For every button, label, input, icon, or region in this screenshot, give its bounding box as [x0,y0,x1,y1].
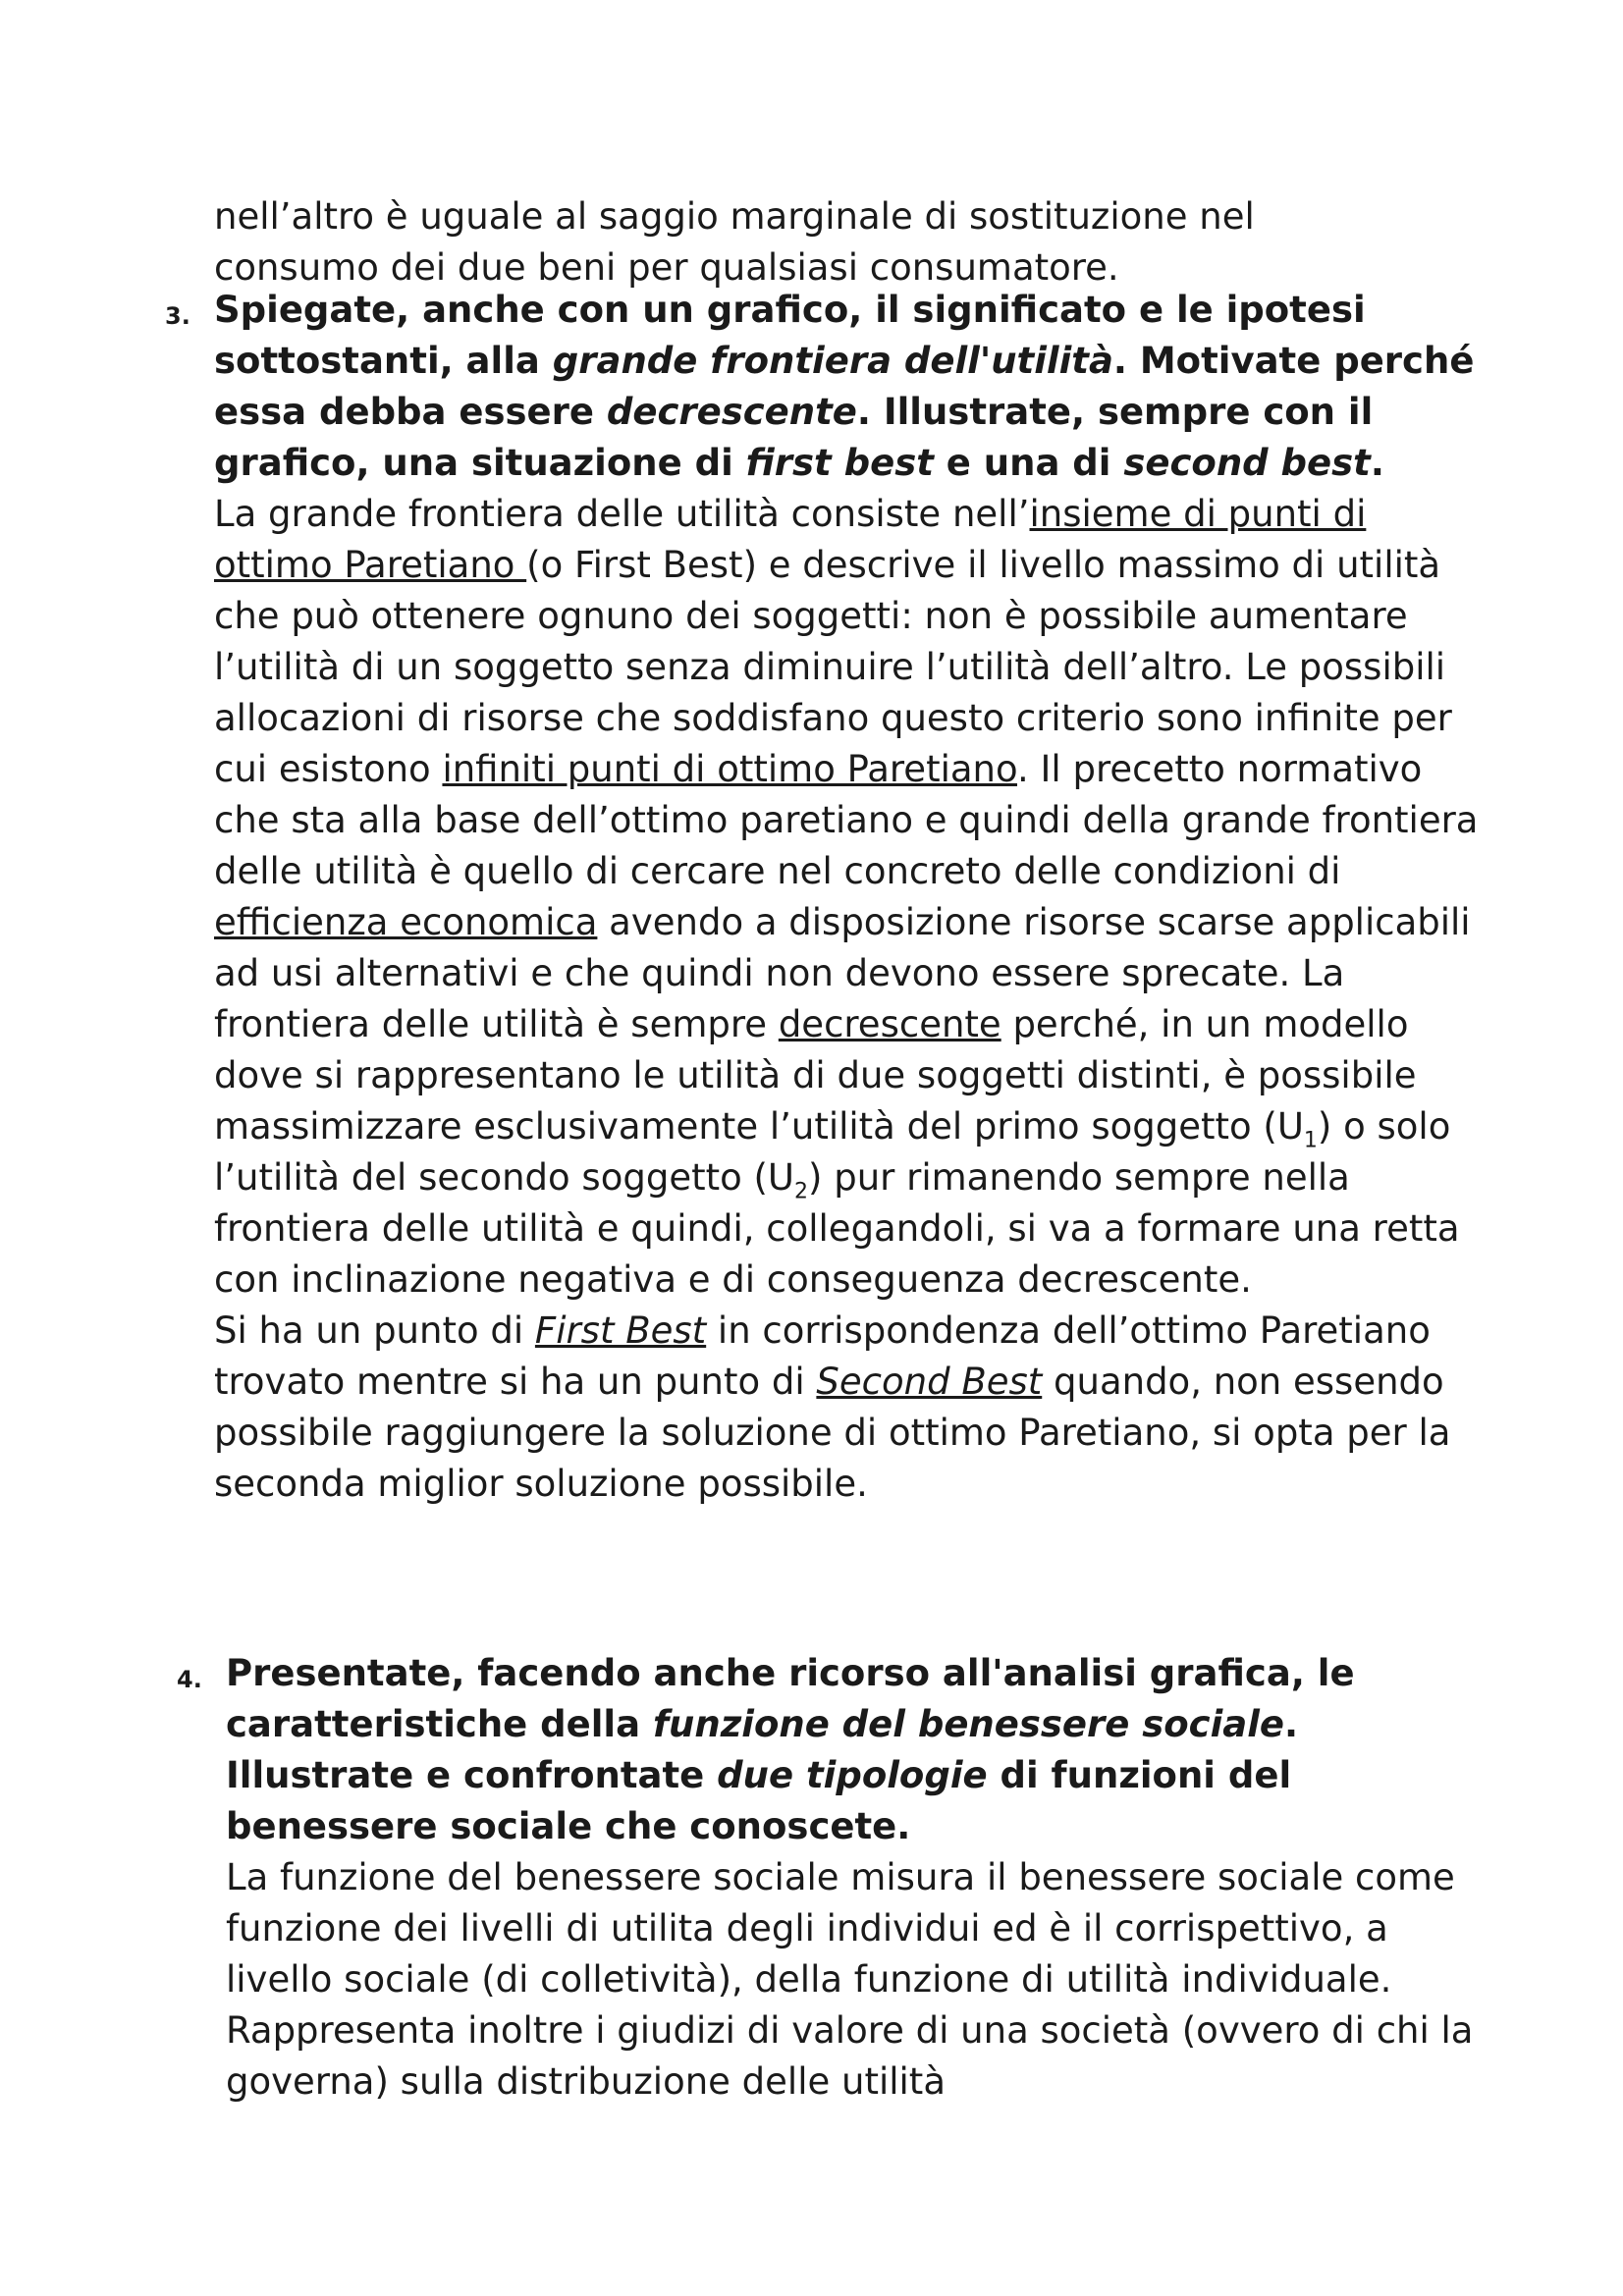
question-3-section [214,285,1490,1510]
question-3-text: Spiegate, anche con un grafico, il significato e le ipotesi sottostanti, alla grande frontiera dell'utilità. Motivate perché essa debba essere decrescente. Illustrate, sempre con il grafico, una situazione di first best e una di second best. [214,289,1475,484]
question-3-number: 3. [165,302,190,330]
question-4-number: 4. [177,1666,202,1693]
continuation-text [214,191,1490,294]
answer-4-paragraph: La funzione del benessere sociale misura il benessere sociale come funzione dei livelli di utilita degli individui ed è il corrispettivo, a livello sociale (di colletività), della funzione di utilità individuale. Rappresenta inoltre i giudizi di valore di una società (ovvero di chi la governa) sulla distribuzione delle utilità [226,1856,1474,2103]
continuation-line-2: consumo dei due beni per qualsiasi consumatore. [214,246,1119,289]
question-4-text: Presentate, facendo anche ricorso all'analisi grafica, le caratteristiche della funzione del benessere sociale. Illustrate e confrontate due tipologie di funzioni del benessere sociale che conoscete. [226,1652,1355,1847]
answer-3-paragraph-1: La grande frontiera delle utilità consiste nell’insieme di punti di ottimo Paretiano (o First Best) e descrive il livello massimo di utilità che può ottenere ognuno dei soggetti: non è possibile aumentare l’utilità di un soggetto senza diminuire l’utilità dell’altro. Le possibili allocazioni di risorse che soddisfano questo criterio sono infinite per cui esistono infiniti punti di ottimo Paretiano. Il precetto normativo che sta alla base dell’ottimo paretiano e quindi della grande frontiera delle utilità è quello di cercare nel concreto delle condizioni di efficienza economica avendo a disposizione risorse scarse applicabili ad usi alternativi e che quindi non devono essere sprecate. La frontiera delle utilità è sempre decrescente perché, in un modello dove si rappresentano le utilità di due soggetti distinti, è possibile massimizzare esclusivamente l’utilità del primo soggetto $(U_1)$ o solo l’utilità del secondo soggetto $(U_2)$ pur rimanendo sempre nella frontiera delle utilità e quindi, collegandoli, si va a formare una retta con inclinazione negativa e di conseguenza decrescente. [214,493,1479,1301]
answer-3-paragraph-2: Si ha un punto di First Best in corrispondenza dell’ottimo Paretiano trovato mentre si ha un punto di Second Best quando, non essendo possibile raggiungere la soluzione di ottimo Paretiano, si opta per la seconda miglior soluzione possibile. [214,1309,1451,1505]
question-4-section [226,1648,1492,2108]
continuation-line-1: nell’altro è uguale al saggio marginale di sostituzione nel [214,195,1255,238]
